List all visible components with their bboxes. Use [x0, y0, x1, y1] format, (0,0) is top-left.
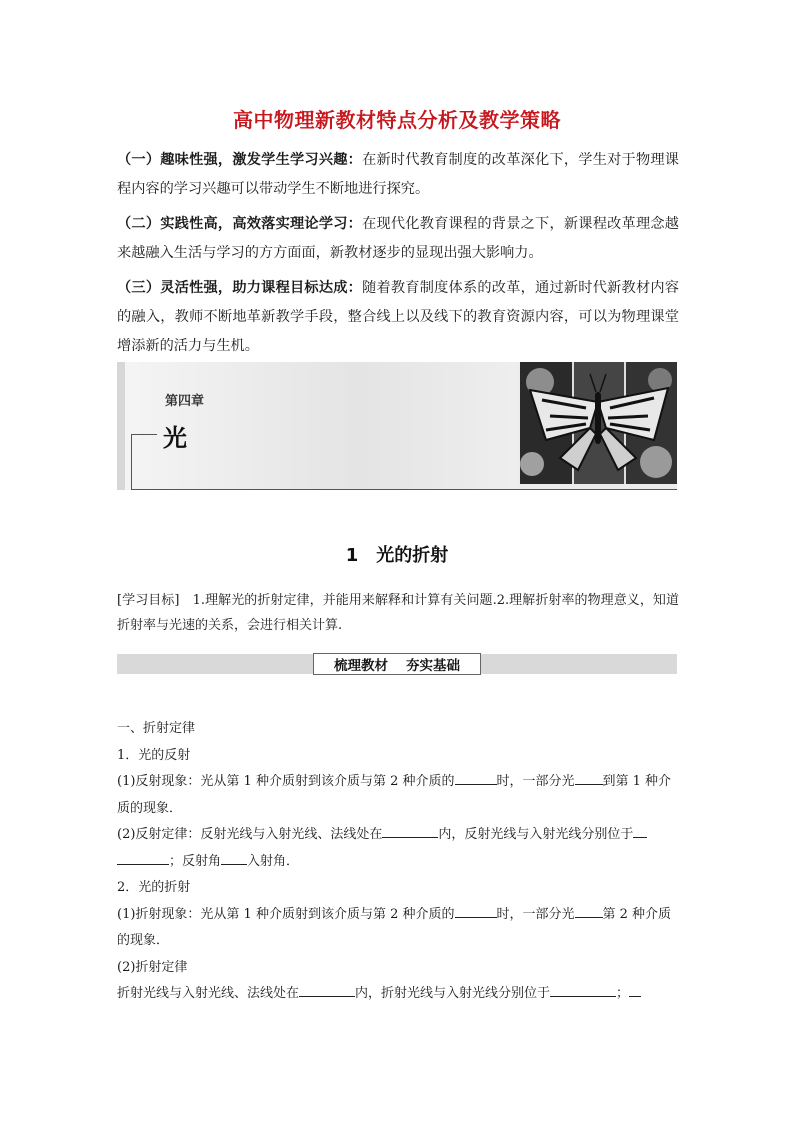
- intro-text-2: 在现代化教育课程的背景之下，新课程改革理念越来越融入生活与学习的方方面面，新教材逐步的显现出强大影响力。: [117, 216, 679, 261]
- lesson-content: [117, 716, 679, 1008]
- intro-lead-1: （一）趣味性强，激发学生学习兴趣：: [117, 152, 363, 168]
- blank-field: [117, 850, 169, 865]
- intro-text-3: 随着教育制度体系的改革，通过新时代新教材内容的融入，教师不断地革新教学手段，整合线上以及线下的教育资源内容，可以为物理课堂增添新的活力与生机。: [117, 280, 679, 354]
- section-bar: [117, 654, 677, 674]
- blank-field: [550, 982, 616, 997]
- refraction-phenomenon-text-1: (1)折射现象：光从第 1 种介质射到该介质与第 2 种介质的: [117, 906, 455, 922]
- refraction-phenomenon-text-3: 第 2 种介质的现象．: [117, 906, 672, 948]
- refraction-phenomenon-text-2: 时，一部分光: [496, 906, 575, 922]
- chapter-banner: [117, 362, 677, 490]
- intro-lead-3: （三）灵活性强，助力课程目标达成：: [117, 280, 363, 296]
- refraction-law-text-3: ；: [616, 986, 630, 1001]
- intro-paragraph-1: [117, 146, 679, 204]
- intro-lead-2: （二）实践性高，高效落实理论学习：: [117, 216, 363, 232]
- butterfly-photo: [520, 362, 677, 484]
- banner-bracket-horizontal: [131, 434, 157, 435]
- refraction-law-text-1: 折射光线与入射光线、法线处在: [117, 986, 300, 1001]
- heading-refraction-law: 一、折射定律: [117, 721, 196, 736]
- intro-section: [117, 146, 679, 367]
- blank-field: [299, 982, 355, 997]
- blank-field: [575, 903, 603, 918]
- chapter-label: 第四章: [165, 394, 205, 409]
- reflection-law-text-1: (2)反射定律：反射光线与入射光线、法线处在: [117, 827, 383, 842]
- reflection-law-text-4: 入射角．: [247, 853, 300, 869]
- reflection-phenomenon-text-2: 时，一部分光: [496, 774, 575, 789]
- blank-field: [455, 903, 497, 918]
- blank-field: [629, 982, 641, 997]
- refraction-phenomenon: [117, 902, 679, 955]
- intro-text-1: 在新时代教育制度的改革深化下，学生对于物理课程内容的学习兴趣可以带动学生不断地进行探究。: [117, 152, 679, 197]
- subheading-reflection: 1．光的反射: [117, 747, 191, 763]
- refraction-law-heading: (2)折射定律: [117, 959, 188, 975]
- blank-field: [575, 770, 603, 785]
- subheading-refraction: 2．光的折射: [117, 880, 191, 895]
- lesson-title: 1 光的折射: [345, 545, 449, 566]
- intro-paragraph-2: [117, 210, 679, 268]
- reflection-law: [117, 822, 679, 875]
- intro-paragraph-3: [117, 274, 679, 361]
- banner-edge: [117, 362, 125, 490]
- refraction-law: [117, 981, 679, 1008]
- reflection-phenomenon-text-1: (1)反射现象：光从第 1 种介质射到该介质与第 2 种介质的: [117, 774, 455, 789]
- blank-field: [221, 850, 247, 865]
- section-tab-left: 梳理教材: [334, 658, 388, 674]
- blank-field: [455, 770, 497, 785]
- section-tab: [313, 653, 481, 675]
- reflection-law-text-2: 内，反射光线与入射光线分别位于: [438, 827, 634, 842]
- refraction-law-text-2: 内，折射光线与入射光线分别位于: [355, 986, 551, 1001]
- document-title: 高中物理新教材特点分析及教学策略: [233, 108, 561, 132]
- chapter-name: 光: [163, 424, 187, 452]
- blank-field: [633, 823, 647, 838]
- reflection-phenomenon: [117, 769, 679, 822]
- blank-field: [382, 823, 438, 838]
- section-tab-right: 夯实基础: [406, 658, 460, 674]
- learning-objectives: [学习目标] 1.理解光的折射定律，并能用来解释和计算有关问题.2.理解折射率的物理意义，知道折射率与光速的关系，会进行相关计算.: [117, 593, 679, 633]
- banner-bracket-vertical: [131, 434, 132, 490]
- reflection-law-text-3: ；反射角: [169, 853, 222, 869]
- reflection-phenomenon-text-3: 到第 1 种介质的现象．: [117, 774, 672, 816]
- banner-bottom-line: [131, 489, 677, 490]
